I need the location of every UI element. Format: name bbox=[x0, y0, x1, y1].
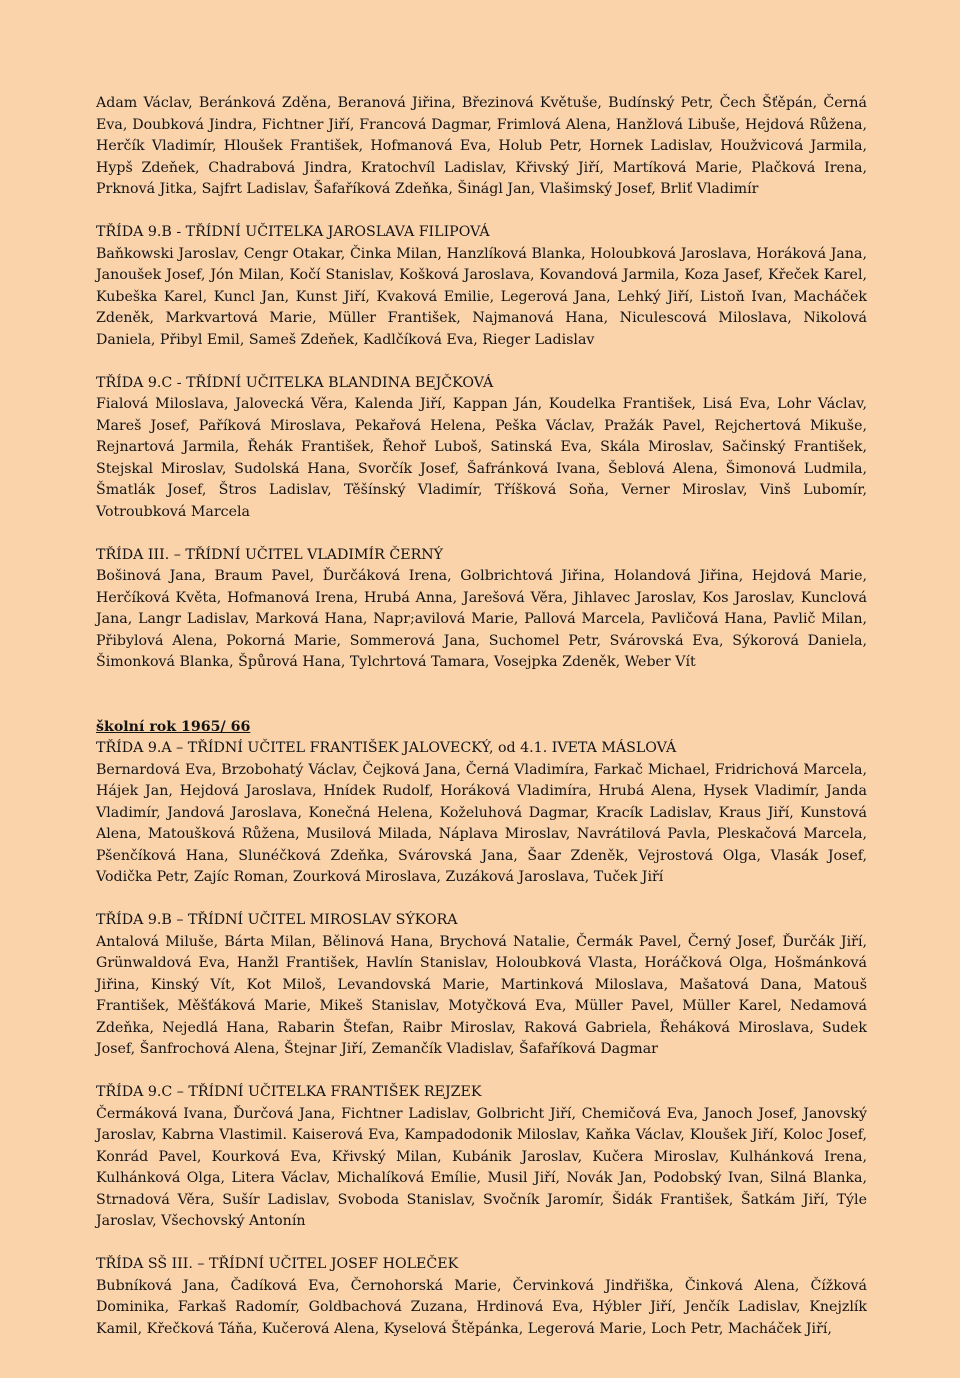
class-heading: TŘÍDA 9.B – TŘÍDNÍ UČITEL MIROSLAV SÝKORA bbox=[96, 912, 458, 928]
class-heading: TŘÍDA SŠ III. – TŘÍDNÍ UČITEL JOSEF HOLEČEK bbox=[96, 1256, 459, 1272]
intro-name-list: Adam Václav, Beránková Zděna, Beranová Jiřina, Březinová Květuše, Budínský Petr, Čech Šťěpán, Černá Eva, Doubková Jindra, Fichtner Jiří, Francová Dagmar, Frimlová Alena, Hanžlová Libuše, Hejdová Růžena, Herčík Vladimír, Hloušek František, Hofmanová Eva, Holub Petr, Hornek Ladislav, Houžvicová Jarmila, Hypš Zdeňek, Chadrabová Jindra, Kratochvíl Ladislav, Křivský Jiří, Martíková Marie, Plačková Irena, Prknová Jitka, Sajfrt Ladislav, Šafaříková Zdeňka, Šinágl Jan, Vlašimský Josef, Brliť Vladimír bbox=[96, 95, 867, 197]
class-section-9b-1965 bbox=[96, 910, 867, 1061]
class-section-9c-1965 bbox=[96, 1082, 867, 1233]
class-name-list: Čermáková Ivana, Ďurčová Jana, Fichtner Ladislav, Golbricht Jiří, Chemičová Eva, Janoch Josef, Janovský Jaroslav, Kabrna Vlastimil. Kaiserová Eva, Kampadodonik Miloslav, Kaňka Václav, Kloušek Jiří, Koloc Josef, Konrád Pavel, Kourková Eva, Křivský Milan, Kubánik Jaroslav, Kučera Miroslav, Kulhánková Irena, Kulhánková Olga, Litera Václav, Michalíková Emílie, Musil Jiří, Novák Jan, Podobský Ivan, Silná Blanka, Strnadová Věra, Sušír Ladislav, Svoboda Stanislav, Svočník Jaromír, Šidák František, Šatkám Jiří, Týle Jaroslav, Všechovský Antonín bbox=[96, 1105, 867, 1229]
spacer bbox=[96, 1233, 867, 1255]
class-name-list: Bubníková Jana, Čadíková Eva, Černohorská Marie, Červinková Jindřiška, Činková Alena, Čížková Dominika, Farkaš Radomír, Goldbachová Zuzana, Hrdinová Eva, Hýbler Jiří, Jenčík Ladislav, Knejzlík Kamil, Křečková Táňa, Kučerová Alena, Kyselová Štěpánka, Legerová Marie, Loch Petr, Macháček Jiří, bbox=[96, 1277, 867, 1337]
class-heading: TŘÍDA 9.A – TŘÍDNÍ UČITEL FRANTIŠEK JALOVECKÝ, od 4.1. IVETA MÁSLOVÁ bbox=[96, 740, 677, 756]
spacer bbox=[96, 889, 867, 911]
class-heading: TŘÍDA 9.C - TŘÍDNÍ UČITELKA BLANDINA BEJČKOVÁ bbox=[96, 374, 494, 391]
spacer bbox=[96, 201, 867, 223]
class-name-list: Bernardová Eva, Brzobohatý Václav, Čejková Jana, Černá Vladimíra, Farkač Michael, Fridrichová Marcela, Hájek Jan, Hejdová Jaroslava, Hnídek Rudolf, Horáková Vladimíra, Hrubá Alena, Hysek Vladimír, Janda Vladimír, Jandová Jaroslava, Konečná Helena, Koželuhová Dagmar, Kracík Ladislav, Kraus Jiří, Kunstová Alena, Matoušková Růžena, Musilová Milada, Náplava Miroslav, Navrátilová Pavla, Pleskačová Marcela, Pšenčíková Hana, Slunéčková Zdeňka, Svárovská Jana, Šaar Zdeněk, Vejrostová Olga, Vlasák Josef, Vodička Petr, Zajíc Roman, Zourková Miroslava, Zuzáková Jaroslava, Tuček Jiří bbox=[96, 761, 867, 885]
spacer bbox=[96, 674, 867, 717]
class-name-list: Bošinová Jana, Braum Pavel, Ďurčáková Irena, Golbrichtová Jiřina, Holandová Jiřina, Hejdová Marie, Herčíková Květa, Hofmanová Irena, Hrubá Anna, Jarešová Věra, Jihlavec Jaroslav, Kos Jaroslav, Kunclová Jana, Langr Ladislav, Marková Hana, Napr;avilová Marie, Pallová Marcela, Pavličová Hana, Pavlič Milan, Přibylová Alena, Pokorná Marie, Sommerová Jana, Suchomel Petr, Svárovská Eva, Sýkorová Daniela, Šimonková Blanka, Špůrová Hana, Tylchrtová Tamara, Vosejpka Zdeněk, Weber Vít bbox=[96, 568, 867, 670]
class-section-ss-iii-1965 bbox=[96, 1254, 867, 1340]
spacer bbox=[96, 351, 867, 373]
class-section-9a-1965 bbox=[96, 738, 867, 889]
class-heading: TŘÍDA III. – TŘÍDNÍ UČITEL VLADIMÍR ČERNÝ bbox=[96, 546, 444, 563]
class-heading: TŘÍDA 9.C – TŘÍDNÍ UČITELKA FRANTIŠEK REJZEK bbox=[96, 1084, 482, 1100]
class-heading: TŘÍDA 9.B - TŘÍDNÍ UČITELKA JAROSLAVA FILIPOVÁ bbox=[96, 224, 490, 240]
class-name-list: Antalová Miluše, Bárta Milan, Bělinová Hana, Brychová Natalie, Čermák Pavel, Černý Josef, Ďurčák Jiří, Grünwaldová Eva, Hanžl František, Havlín Stanislav, Holoubková Vlasta, Horáčková Olga, Hošmánková Jiřina, Kinský Vít, Kot Miloš, Levandovská Marie, Martinková Miloslava, Mašatová Dana, Matouš František, Měšťáková Marie, Mikeš Stanislav, Motyčková Eva, Müller Pavel, Müller Karel, Nedamová Zdeňka, Nejedlá Hana, Rabarin Štefan, Raibr Miroslav, Raková Gabriela, Řeháková Miroslava, Sudek Josef, Šanfrochová Alena, Štejnar Jiří, Zemančík Vladislav, Šafaříková Dagmar bbox=[96, 933, 867, 1057]
class-section-9c-1964 bbox=[96, 373, 867, 524]
document-page bbox=[96, 93, 867, 1340]
spacer bbox=[96, 1061, 867, 1083]
class-name-list: Baňkowski Jaroslav, Cengr Otakar, Činka Milan, Hanzlíková Blanka, Holoubková Jaroslava, Horáková Jana, Janoušek Josef, Jón Milan, Kočí Stanislav, Košková Jaroslava, Kovandová Jarmila, Koza Jasef, Křeček Karel, Kubeška Karel, Kuncl Jan, Kunst Jiří, Kvaková Emilie, Legerová Jana, Lehký Jiří, Listoň Ivan, Macháček Zdeněk, Markvartová Marie, Müller František, Najmanová Hana, Niculescová Miloslava, Nikolová Daniela, Přibyl Emil, Sameš Zdeňek, Kadlčíková Eva, Rieger Ladislav bbox=[96, 245, 867, 348]
spacer bbox=[96, 523, 867, 545]
class-section-9b-1964 bbox=[96, 222, 867, 351]
school-year-heading: školní rok 1965/ 66 bbox=[96, 718, 251, 735]
class-name-list: Fialová Miloslava, Jalovecká Věra, Kalenda Jiří, Kappan Ján, Koudelka František, Lisá Eva, Lohr Václav, Mareš Josef, Paříková Miroslava, Pekařová Helena, Peška Václav, Pražák Pavel, Rejchertová Mikuše, Rejnartová Jarmila, Řehák František, Řehoř Luboš, Satinská Eva, Skála Miroslav, Sačinský František, Stejskal Miroslav, Sudolská Hana, Svorčík Josef, Šafránková Ivana, Šeblová Alena, Šimonová Ludmila, Šmatlák Josef, Štros Ladislav, Těšínský Vladimír, Tříšková Soňa, Verner Miroslav, Vinš Lubomír, Votroubková Marcela bbox=[96, 396, 867, 520]
class-section-iii-1964 bbox=[96, 545, 867, 674]
